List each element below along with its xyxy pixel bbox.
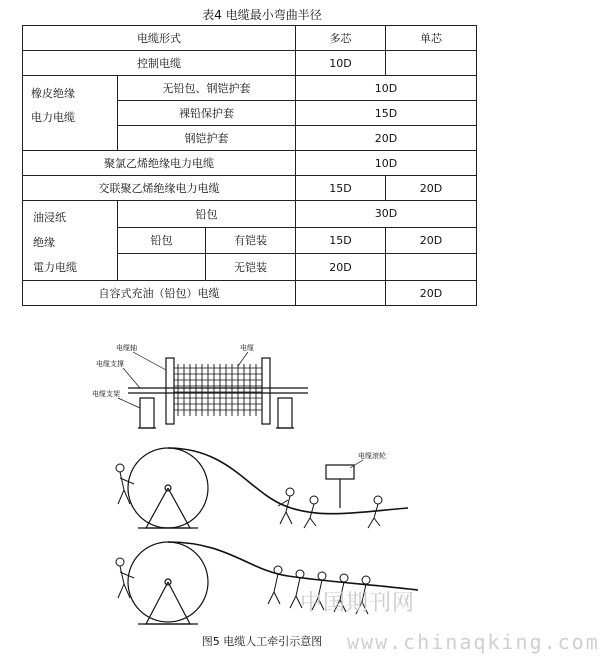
figure-caption: 图5 电缆人工牵引示意图 (201, 635, 323, 648)
cell-value (386, 254, 477, 281)
table-row (23, 151, 477, 176)
row-label: 裸铅保护套 (118, 101, 296, 126)
row-label: 控制电缆 (23, 51, 296, 76)
cell-value: 10D (296, 151, 477, 176)
cable-coil (174, 364, 262, 416)
category-oil-paper (23, 201, 118, 281)
cell-value: 15D (296, 227, 386, 254)
watermark-cn: 中国期刊网 (300, 591, 416, 616)
cable-roller (326, 451, 386, 508)
row-label: 铅包 (118, 201, 296, 228)
label-support: 电缆支撑 (96, 360, 124, 368)
cell-value: 20D (386, 176, 477, 201)
row-label: 交联聚乙烯绝缘电力电缆 (23, 176, 296, 201)
label-roller: 电缆滚轮 (358, 452, 386, 460)
cell-value: 15D (296, 101, 477, 126)
header-multi-core: 多芯 (296, 26, 386, 51)
label-shaft: 电缆轴 (116, 344, 137, 352)
category-line: 绝缘 (33, 236, 55, 249)
category-line: 油浸纸 (33, 211, 66, 224)
cell-value: 10D (296, 51, 386, 76)
row-label: 无铠装 (206, 254, 296, 281)
row-label: 聚氯乙烯绝缘电力电缆 (23, 151, 296, 176)
table-title: 表4 电缆最小弯曲半径 (202, 8, 322, 22)
empty-cell (118, 254, 206, 281)
cell-value: 20D (296, 126, 477, 151)
label-stand: 电缆支架 (92, 390, 120, 398)
cell-value (296, 281, 386, 306)
category-rubber (23, 76, 118, 151)
header-cable-type: 电缆形式 (23, 26, 296, 51)
cell-value: 20D (296, 254, 386, 281)
row-label: 自容式充油（铅包）电缆 (23, 281, 296, 306)
row-label: 有铠装 (206, 227, 296, 254)
row-label: 铅包 (118, 227, 206, 254)
table-row (23, 76, 477, 101)
table-row (23, 51, 477, 76)
watermark-url: www.chinaqking.com (347, 630, 600, 654)
cell-value: 30D (296, 201, 477, 228)
cell-value: 20D (386, 227, 477, 254)
row-label: 钢铠护套 (118, 126, 296, 151)
table-row (23, 176, 477, 201)
cell-value: 10D (296, 76, 477, 101)
cell-value (386, 51, 477, 76)
row-label: 无铅包、钢铠护套 (118, 76, 296, 101)
reel-pulling-scene-1 (116, 448, 408, 528)
header-single-core: 单芯 (386, 26, 477, 51)
label-cable: 电缆 (240, 344, 254, 352)
category-line: 橡皮绝缘 (31, 87, 75, 100)
cable-drum-on-stand (92, 343, 308, 428)
cell-value: 15D (296, 176, 386, 201)
workers-group-1 (116, 464, 382, 528)
table-row (23, 201, 477, 228)
table-row (23, 281, 477, 306)
table-header-row (23, 26, 477, 51)
cell-value: 20D (386, 281, 477, 306)
category-line: 電力电缆 (33, 261, 77, 274)
bend-radius-table (22, 25, 477, 306)
category-line: 电力电缆 (31, 111, 75, 124)
